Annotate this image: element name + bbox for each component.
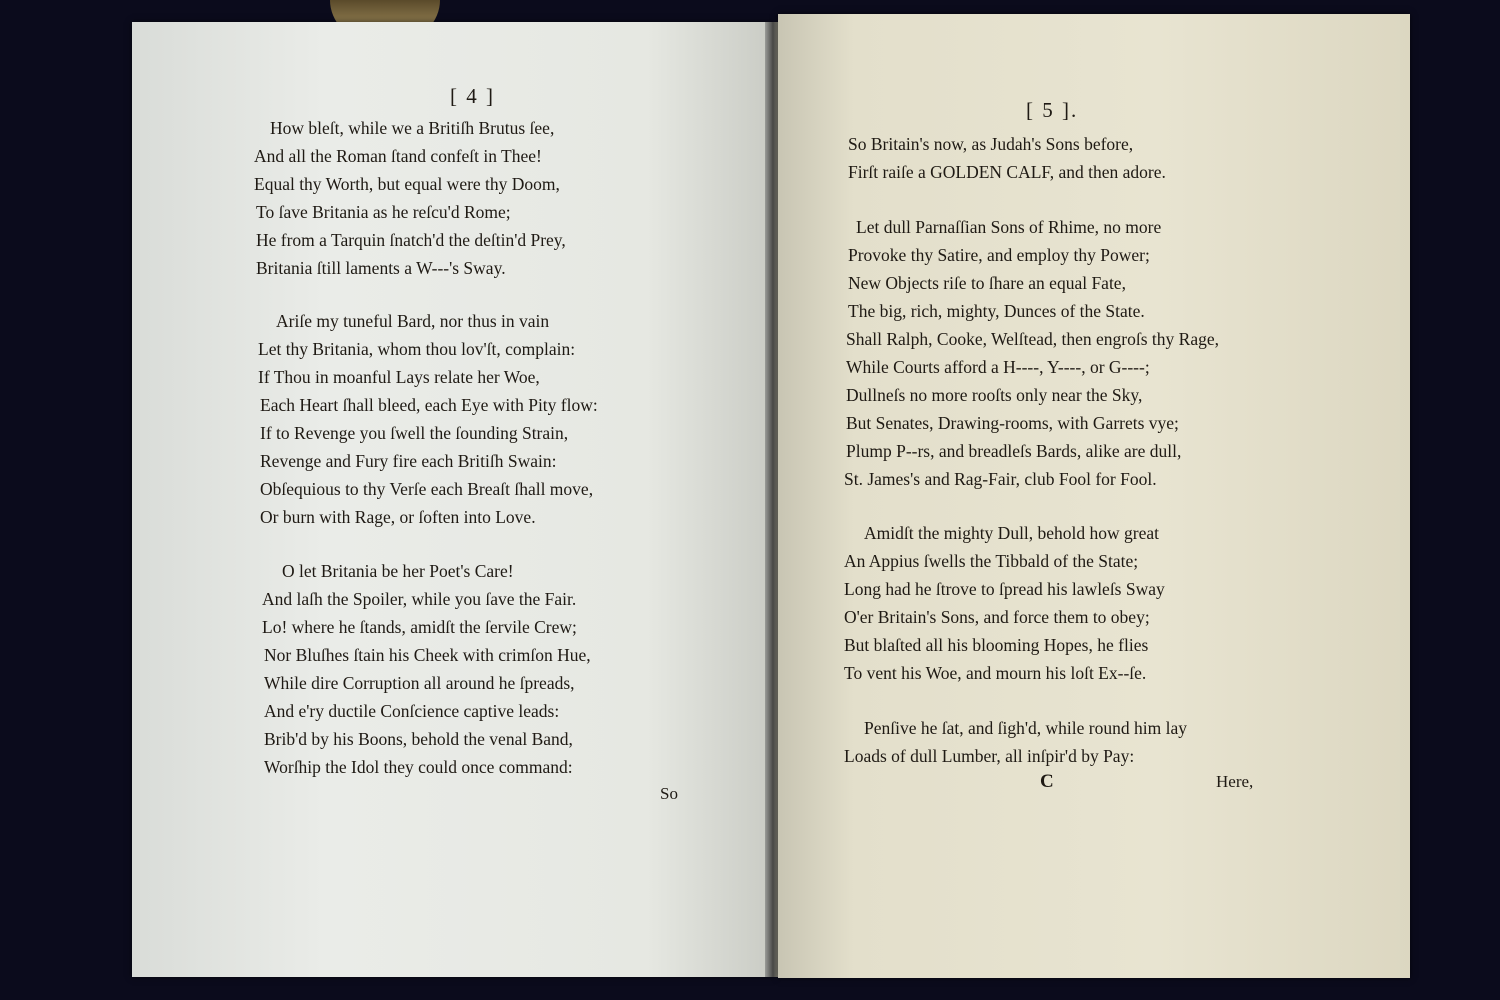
verse-line: And e'ry ductile Conſcience captive leads: <box>264 701 560 721</box>
verse-line: Each Heart ſhall bleed, each Eye with Pity flow: <box>260 395 598 415</box>
verse-line: If to Revenge you ſwell the ſounding Strain, <box>260 423 569 443</box>
verse-line: St. James's and Rag-Fair, club Fool for Fool. <box>844 469 1157 489</box>
verse-line: How bleſt, while we a Britiſh Brutus ſee, <box>270 118 555 138</box>
verse-line: Penſive he ſat, and ſigh'd, while round him lay <box>864 718 1187 738</box>
verse-line: Nor Bluſhes ſtain his Cheek with crimſon Hue, <box>264 645 591 665</box>
catchword: So <box>660 784 678 803</box>
verse-line: Let thy Britania, whom thou lov'ſt, complain: <box>258 339 576 359</box>
verse-line: But blaſted all his blooming Hopes, he flies <box>844 635 1149 655</box>
verse-line: Brib'd by his Boons, behold the venal Band, <box>264 729 573 749</box>
verse-line: While Courts afford a H----, Y----, or G----; <box>846 357 1150 377</box>
signature-mark: C <box>1040 771 1054 792</box>
verse-line: Obſequious to thy Verſe each Breaſt ſhall move, <box>260 479 594 499</box>
verse-line: To ſave Britania as he reſcu'd Rome; <box>256 202 511 222</box>
verse-line: So Britain's now, as Judah's Sons before, <box>848 134 1134 154</box>
verse-line: Ariſe my tuneful Bard, nor thus in vain <box>276 311 550 331</box>
verse-line: Or burn with Rage, or ſoften into Love. <box>260 507 536 527</box>
verse-line: Loads of dull Lumber, all inſpir'd by Pay: <box>844 746 1135 766</box>
verse-line: New Objects riſe to ſhare an equal Fate, <box>848 273 1126 293</box>
verse-line: Lo! where he ſtands, amidſt the ſervile Crew; <box>262 617 577 637</box>
verse-line: If Thou in moanful Lays relate her Woe, <box>258 367 540 387</box>
catchword: Here, <box>1216 772 1254 791</box>
verse-line: O'er Britain's Sons, and force them to obey; <box>844 607 1150 627</box>
verse-line: While dire Corruption all around he ſpreads, <box>264 673 575 693</box>
verse-line: The big, rich, mighty, Dunces of the State. <box>848 301 1145 321</box>
verse-line: Firſt raiſe a GOLDEN CALF, and then adore. <box>848 162 1166 182</box>
verse-line: He from a Tarquin ſnatch'd the deſtin'd Prey, <box>256 230 566 250</box>
verse-line: Worſhip the Idol they could once command: <box>264 757 573 777</box>
verse-line: O let Britania be her Poet's Care! <box>282 561 514 581</box>
verse-line: Dullneſs no more rooſts only near the Sky, <box>846 385 1143 405</box>
verse-line: Equal thy Worth, but equal were thy Doom, <box>254 174 560 194</box>
verse-line: To vent his Woe, and mourn his loſt Ex--ſe. <box>844 663 1147 683</box>
right-page <box>778 14 1410 978</box>
verse-line: Shall Ralph, Cooke, Welſtead, then engroſs thy Rage, <box>846 329 1219 349</box>
verse-line: Let dull Parnaſſian Sons of Rhime, no more <box>856 217 1162 237</box>
verse-line: But Senates, Drawing-rooms, with Garrets vye; <box>846 413 1179 433</box>
verse-line: Revenge and Fury fire each Britiſh Swain: <box>260 451 557 471</box>
verse-line: And laſh the Spoiler, while you ſave the Fair. <box>262 589 577 609</box>
verse-line: Amidſt the mighty Dull, behold how great <box>864 523 1160 543</box>
page-number: [ 5 ]. <box>1026 98 1079 122</box>
left-page <box>132 22 775 977</box>
verse-line: Long had he ſtrove to ſpread his lawleſs Sway <box>844 579 1165 599</box>
verse-line: An Appius ſwells the Tibbald of the State; <box>844 551 1139 571</box>
verse-line: Britania ſtill laments a W---'s Sway. <box>256 258 506 278</box>
verse-line: Plump P--rs, and breadleſs Bards, alike are dull, <box>846 441 1182 461</box>
verse-line: Provoke thy Satire, and employ thy Power; <box>848 245 1150 265</box>
page-number: [ 4 ] <box>450 84 495 108</box>
verse-line: And all the Roman ſtand confeſt in Thee! <box>254 146 542 166</box>
